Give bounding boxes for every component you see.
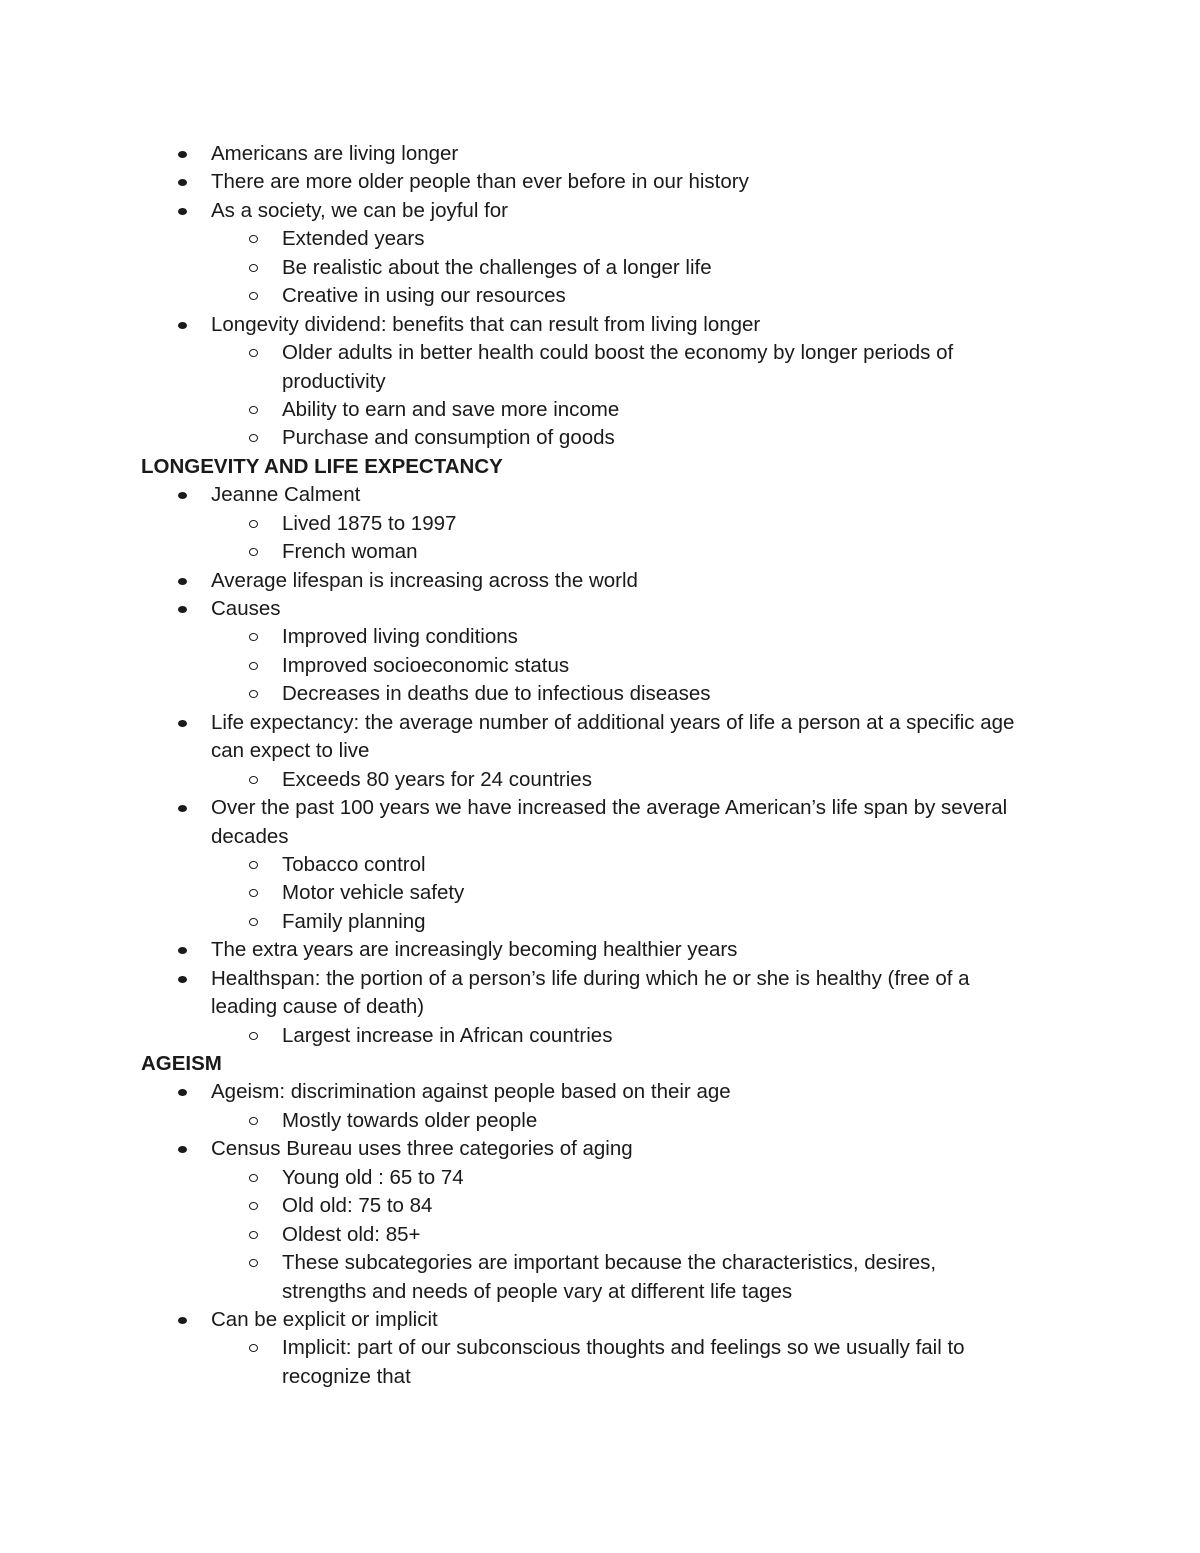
list-item bbox=[0, 424, 1200, 452]
bullet-disc-icon bbox=[178, 492, 187, 499]
line-text: Causes bbox=[211, 597, 281, 620]
line-text: Ageism: discrimination against people based on their age bbox=[211, 1080, 731, 1104]
line-text: Lived 1875 to 1997 bbox=[282, 511, 457, 535]
bullet-circle-icon bbox=[249, 889, 258, 897]
list-item bbox=[0, 168, 1200, 196]
bullet-disc-icon bbox=[178, 1146, 187, 1153]
line-text: strengths and needs of people vary at different life tages bbox=[282, 1279, 793, 1303]
line-text: The extra years are increasingly becoming healthier years bbox=[211, 938, 738, 962]
line-text: Exceeds 80 years for 24 countries bbox=[282, 767, 592, 791]
list-item bbox=[0, 254, 1200, 282]
bullet-circle-icon bbox=[249, 434, 258, 442]
bullet-circle-icon bbox=[249, 235, 258, 243]
section-heading bbox=[0, 1050, 1200, 1078]
bullet-circle-icon bbox=[249, 548, 258, 556]
line-text: Over the past 100 years we have increased the average American’s life span by several bbox=[211, 796, 1008, 820]
line-text: Average lifespan is increasing across the world bbox=[211, 568, 638, 592]
bullet-disc-icon bbox=[178, 805, 187, 812]
bullet-circle-icon bbox=[249, 1231, 258, 1239]
line-text: Motor vehicle safety bbox=[282, 881, 465, 905]
line-text: AGEISM bbox=[141, 1052, 222, 1075]
line-text: Life expectancy: the average number of additional years of life a person at a specific age bbox=[211, 710, 1015, 734]
bullet-disc-icon bbox=[178, 208, 187, 215]
line-text: Jeanne Calment bbox=[211, 483, 361, 507]
line-text: Older adults in better health could boost the economy by longer periods of bbox=[282, 341, 954, 365]
line-text: Decreases in deaths due to infectious diseases bbox=[282, 682, 711, 706]
list-item-continuation bbox=[0, 993, 1200, 1021]
list-item bbox=[0, 1192, 1200, 1220]
line-text: Oldest old: 85+ bbox=[282, 1222, 421, 1246]
bullet-circle-icon bbox=[249, 1344, 258, 1352]
bullet-circle-icon bbox=[249, 520, 258, 528]
line-text: Largest increase in African countries bbox=[282, 1023, 613, 1047]
list-item bbox=[0, 481, 1200, 509]
section-heading bbox=[0, 453, 1200, 481]
line-text: Mostly towards older people bbox=[282, 1108, 538, 1132]
bullet-circle-icon bbox=[249, 776, 258, 784]
list-item-continuation bbox=[0, 1363, 1200, 1391]
line-text: Creative in using our resources bbox=[282, 284, 566, 308]
line-text: Improved socioeconomic status bbox=[282, 653, 570, 677]
list-item bbox=[0, 908, 1200, 936]
list-item-continuation bbox=[0, 368, 1200, 396]
bullet-disc-icon bbox=[178, 179, 187, 186]
bullet-circle-icon bbox=[249, 264, 258, 272]
line-text: leading cause of death) bbox=[211, 995, 425, 1019]
list-item bbox=[0, 567, 1200, 595]
line-text: Census Bureau uses three categories of aging bbox=[211, 1137, 633, 1161]
list-item bbox=[0, 140, 1200, 168]
bullet-circle-icon bbox=[249, 292, 258, 300]
list-item bbox=[0, 1135, 1200, 1163]
list-item bbox=[0, 225, 1200, 253]
line-text: Improved living conditions bbox=[282, 625, 518, 649]
list-item bbox=[0, 766, 1200, 794]
bullet-circle-icon bbox=[249, 918, 258, 926]
list-item bbox=[0, 623, 1200, 651]
bullet-circle-icon bbox=[249, 1202, 258, 1210]
list-item-continuation bbox=[0, 823, 1200, 851]
bullet-disc-icon bbox=[178, 578, 187, 585]
list-item bbox=[0, 965, 1200, 993]
line-text: Can be explicit or implicit bbox=[211, 1307, 438, 1331]
line-text: These subcategories are important because the characteristics, desires, bbox=[282, 1251, 937, 1275]
line-text: Old old: 75 to 84 bbox=[282, 1194, 433, 1218]
list-item bbox=[0, 1249, 1200, 1277]
list-item bbox=[0, 680, 1200, 708]
list-item bbox=[0, 1107, 1200, 1135]
line-text: Healthspan: the portion of a person’s life during which he or she is healthy (free of a bbox=[211, 966, 970, 990]
list-item bbox=[0, 1164, 1200, 1192]
line-text: decades bbox=[211, 824, 289, 848]
line-text: productivity bbox=[282, 369, 386, 393]
list-item bbox=[0, 851, 1200, 879]
line-text: Implicit: part of our subconscious thoughts and feelings so we usually fail to bbox=[282, 1336, 965, 1360]
bullet-circle-icon bbox=[249, 662, 258, 670]
bullet-disc-icon bbox=[178, 720, 187, 727]
list-item-continuation bbox=[0, 1278, 1200, 1306]
bullet-circle-icon bbox=[249, 1259, 258, 1267]
line-text: Americans are living longer bbox=[211, 142, 459, 165]
bullet-circle-icon bbox=[249, 861, 258, 869]
bullet-disc-icon bbox=[178, 1317, 187, 1324]
line-text: Purchase and consumption of goods bbox=[282, 426, 615, 450]
bullet-circle-icon bbox=[249, 349, 258, 357]
line-text: There are more older people than ever before in our history bbox=[211, 170, 749, 194]
bullet-circle-icon bbox=[249, 406, 258, 414]
line-text: can expect to live bbox=[211, 739, 370, 763]
line-text: Longevity dividend: benefits that can result from living longer bbox=[211, 312, 761, 336]
list-item bbox=[0, 538, 1200, 566]
bullet-circle-icon bbox=[249, 1032, 258, 1040]
bullet-circle-icon bbox=[249, 633, 258, 641]
list-item bbox=[0, 282, 1200, 310]
list-item bbox=[0, 339, 1200, 367]
list-item bbox=[0, 396, 1200, 424]
list-item bbox=[0, 1334, 1200, 1362]
list-item-continuation bbox=[0, 737, 1200, 765]
list-item bbox=[0, 879, 1200, 907]
bullet-disc-icon bbox=[178, 606, 187, 613]
bullet-disc-icon bbox=[178, 976, 187, 983]
list-item bbox=[0, 1022, 1200, 1050]
bullet-disc-icon bbox=[178, 151, 187, 158]
bullet-circle-icon bbox=[249, 690, 258, 698]
line-text: LONGEVITY AND LIFE EXPECTANCY bbox=[141, 454, 503, 478]
list-item bbox=[0, 709, 1200, 737]
line-text: Young old : 65 to 74 bbox=[282, 1165, 464, 1189]
line-text: Ability to earn and save more income bbox=[282, 397, 620, 421]
bullet-circle-icon bbox=[249, 1174, 258, 1182]
document-body bbox=[0, 140, 1200, 1391]
list-item bbox=[0, 510, 1200, 538]
list-item bbox=[0, 936, 1200, 964]
bullet-disc-icon bbox=[178, 322, 187, 329]
line-text: As a society, we can be joyful for bbox=[211, 198, 509, 222]
list-item bbox=[0, 1221, 1200, 1249]
bullet-disc-icon bbox=[178, 1089, 187, 1096]
line-text: Tobacco control bbox=[282, 852, 426, 876]
list-item bbox=[0, 1078, 1200, 1106]
list-item bbox=[0, 197, 1200, 225]
line-text: Be realistic about the challenges of a longer life bbox=[282, 255, 712, 279]
line-text: French woman bbox=[282, 540, 418, 564]
line-text: Extended years bbox=[282, 227, 425, 251]
list-item bbox=[0, 652, 1200, 680]
list-item bbox=[0, 794, 1200, 822]
line-text: Family planning bbox=[282, 909, 426, 933]
bullet-circle-icon bbox=[249, 1117, 258, 1125]
list-item bbox=[0, 595, 1200, 623]
list-item bbox=[0, 1306, 1200, 1334]
line-text: recognize that bbox=[282, 1364, 411, 1388]
list-item bbox=[0, 311, 1200, 339]
bullet-disc-icon bbox=[178, 947, 187, 954]
